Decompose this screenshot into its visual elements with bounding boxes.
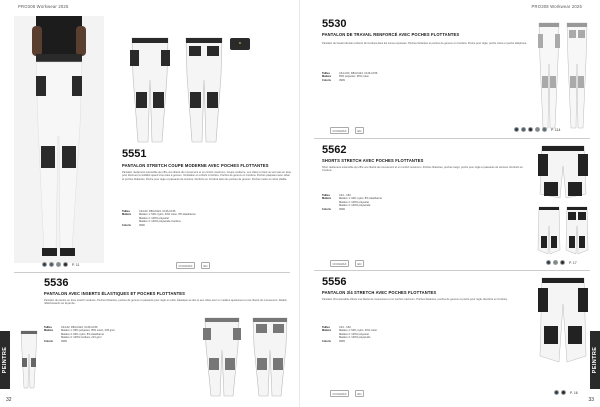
page-reference: P. 17 (569, 260, 577, 265)
product-specs: Tailles C44 - C62 Matière Matière 1: 92% nylon, 8% élasthanne Matière 2: 100% polyester Matière 3: 100% polyamide Coloris 0909 (322, 194, 382, 211)
feature-badges (330, 127, 364, 134)
page-reference: P. 11 (72, 262, 80, 267)
feature-badges (330, 260, 364, 267)
color-swatches (554, 390, 578, 395)
shorts-front-image (536, 144, 590, 200)
brand-badge-icon: ★ (230, 38, 250, 50)
swatch[interactable] (521, 127, 526, 132)
page-header: PRO308 Workwear 2025 (18, 4, 69, 9)
shorts-side-image (536, 206, 562, 256)
coolmax-badge: COOLMAX (330, 260, 349, 267)
page-number: 32 (6, 397, 12, 403)
product-specs: Tailles C44-62, D84-D124, C146-C156 Matière Matière 1: 65% polyester, 35% coton, 235 g/m² Matière 2: 92% nylon, 8% élasthanne Matière 3: 100% Cordura, 213 g/m² Coloris 0909 (44, 326, 115, 343)
shorts-back-image (564, 206, 590, 256)
swatch[interactable] (554, 390, 559, 395)
en-badge: EN (355, 127, 364, 134)
section-tab: PEINTRE (0, 331, 10, 389)
swatch[interactable] (528, 127, 533, 132)
swatch[interactable] (49, 262, 54, 267)
product-specs: Tailles C44-C64, D84-D124, C146-C156 Matière 65% polyester, 35% coton Coloris 0909 (322, 72, 378, 82)
product-number: 5551 (122, 148, 147, 160)
pants-back-icon (180, 36, 228, 146)
en-badge: EN (355, 260, 364, 267)
model-photo (14, 16, 104, 263)
color-swatches (546, 260, 577, 265)
swatch[interactable] (42, 262, 47, 267)
product-description: Pantalon réellement extensible qui offre une liberté de mouvement et un confort maximum. Coupe moderne. Les côtés en haut ne sont pas en tissu pour diminuer la visibilité quand vous êtes à genoux. Ventilation et renforts à l'arrière. Poches de genoux en Cordura. Poches plaquées avec rabat et poches flottantes. Poche pour règle et passants de ceinture. Renforts en Cordura dans les poches de genoux. Poches mètre et mètre pliable. (122, 171, 292, 181)
coolmax-badge: COOLMAX (330, 390, 349, 397)
product-title: SHORTS STRETCH AVEC POCHES FLOTTANTES (322, 158, 424, 163)
page-header: PRO308 Workwear 2025 (531, 4, 582, 9)
product-description: Pantalon 3/4 extensible offrant une liberté de mouvement et un confort maximum. Poches flottantes, poches de genoux et poche pour règle. Renforts en Cordura. (322, 298, 508, 301)
right-page (300, 0, 600, 407)
coolmax-badge: COOLMAX (176, 262, 195, 269)
section-divider (314, 270, 590, 271)
product-number: 5530 (322, 18, 347, 30)
page-reference: P. 16 (570, 390, 578, 395)
product-front-image (200, 316, 244, 398)
swatch[interactable] (63, 262, 68, 267)
product-front-image (536, 22, 562, 130)
feature-badges (330, 390, 364, 397)
product-number: 5556 (322, 276, 347, 288)
product-description: Pantalon de peintre en tissu stretch moderne. Poches flottantes, poches de genoux et passants pour règle et outils. Élastique au dos et aux côtés pour un meilleur ajustement et une liberté de mouvement. Détails réfléchissants sur la jambe. (44, 299, 287, 306)
color-swatches (42, 262, 79, 267)
product-back-image (180, 36, 228, 146)
swatch[interactable] (542, 127, 547, 132)
section-tab: PEINTRE (590, 331, 600, 389)
product-image-small (18, 330, 40, 390)
en-badge: EN (355, 390, 364, 397)
section-divider (314, 138, 590, 139)
en-badge: EN (201, 262, 210, 269)
three-quarter-pants-image (536, 276, 590, 366)
feature-badges (176, 262, 210, 269)
product-description: Short réellement extensible qui offre une liberté de mouvement et un confort maximum. Poches flottantes, poches cargo, poche pour règle et passants de ceinture. Renforts en Cordura. (322, 166, 523, 173)
model-pants-illustration (14, 16, 104, 263)
product-number: 5562 (322, 144, 347, 156)
pants-front-icon (126, 36, 174, 146)
product-description: Pantalon de travail robuste renforcé de Cordura dans les zones exposées. Poches flottantes et poches de genoux en Cordura. Poche pour règle, poche mètre et poche téléphone. (322, 42, 528, 45)
product-specs: Tailles C44-62, D84-D124, C146-C156 Matière Matière 1: 52% nylon, 40% coton, 8% élasthanne Matière 2: 100% polyester Matière 3: 100% polyamide Cordura Coloris 0900 (122, 210, 196, 227)
page-number: 33 (588, 397, 594, 403)
product-title: PANTALON AVEC INSERTS ÉLASTIQUES ET POCHES FLOTTANTES (44, 291, 186, 296)
coolmax-badge: COOLMAX (330, 127, 349, 134)
swatch[interactable] (535, 127, 540, 132)
color-swatches (514, 127, 560, 132)
product-specs: Tailles C44 - C62 Matière Matière 1: 52% nylon, 40% coton Matière 2: 100% polyester Matière 3: 100% polyamide Coloris 0909 (322, 326, 378, 343)
product-front-image (126, 36, 174, 146)
swatch[interactable] (561, 390, 566, 395)
product-number: 5536 (44, 277, 69, 289)
swatch[interactable] (546, 260, 551, 265)
page-reference: P. 114 (551, 127, 561, 132)
product-back-image (248, 316, 292, 398)
swatch[interactable] (560, 260, 565, 265)
swatch[interactable] (514, 127, 519, 132)
swatch[interactable] (553, 260, 558, 265)
product-back-image (564, 22, 590, 130)
section-divider (14, 272, 290, 273)
product-title: PANTALON 3/4 STRETCH AVEC POCHES FLOTTANTES (322, 290, 437, 295)
swatch[interactable] (56, 262, 61, 267)
product-title: PANTALON DE TRAVAIL RENFORCÉ AVEC POCHES FLOTTANTES (322, 32, 460, 37)
product-title: PANTALON STRETCH COUPE MODERNE AVEC POCHES FLOTTANTES (122, 163, 269, 168)
